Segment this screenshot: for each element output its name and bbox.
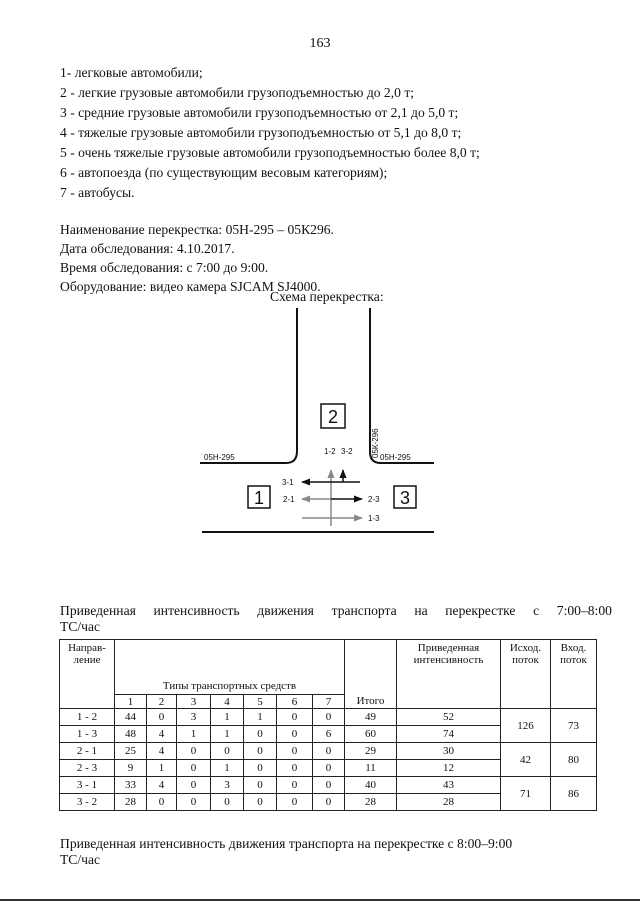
direction-cell: 3 - 2 bbox=[60, 794, 115, 811]
direction-cell: 1 - 2 bbox=[60, 709, 115, 726]
vehicle-count-cell: 33 bbox=[115, 777, 147, 794]
vehicle-count-cell: 0 bbox=[277, 726, 313, 743]
direction-cell: 3 - 1 bbox=[60, 777, 115, 794]
survey-equipment: Оборудование: видео камера SJCAM SJ4000. bbox=[60, 279, 321, 294]
survey-date: Дата обследования: 4.10.2017. bbox=[60, 241, 235, 256]
header-type-number: 5 bbox=[244, 695, 277, 709]
caption-word: 7:00–8:00 bbox=[556, 603, 612, 618]
header-type-number: 7 bbox=[313, 695, 345, 709]
caption-text: Приведенная интенсивность движения транспорта на перекрестке с 8:00–9:00 bbox=[60, 836, 513, 851]
vehicle-count-cell: 0 bbox=[313, 760, 345, 777]
reduced-intensity-cell: 43 bbox=[397, 777, 501, 794]
vehicle-count-cell: 6 bbox=[313, 726, 345, 743]
legend-item: 5 - очень тяжелые грузовые автомобили грузоподъемностью более 8,0 т; bbox=[60, 145, 480, 160]
survey-time: Время обследования: с 7:00 до 9:00. bbox=[60, 260, 269, 275]
outgoing-flow-cell: 42 bbox=[501, 743, 551, 777]
road-edge-left bbox=[200, 308, 297, 463]
vehicle-count-cell: 9 bbox=[115, 760, 147, 777]
caption-word: с bbox=[533, 603, 540, 618]
approach-number-2: 2 bbox=[327, 407, 339, 427]
total-cell: 28 bbox=[345, 794, 397, 811]
legend-item: 3 - средние грузовые автомобили грузоподъемностью от 2,1 до 5,0 т; bbox=[60, 105, 459, 120]
vehicle-count-cell: 0 bbox=[244, 777, 277, 794]
caption-word: транспорта bbox=[331, 603, 397, 618]
reduced-intensity-cell: 30 bbox=[397, 743, 501, 760]
direction-cell: 2 - 1 bbox=[60, 743, 115, 760]
header-type-number: 1 bbox=[115, 695, 147, 709]
direction-cell: 2 - 3 bbox=[60, 760, 115, 777]
vehicle-count-cell: 0 bbox=[177, 760, 211, 777]
vehicle-count-cell: 25 bbox=[115, 743, 147, 760]
movement-label-2-1: 2-1 bbox=[283, 495, 295, 504]
incoming-flow-cell: 86 bbox=[551, 777, 597, 811]
intensity-table-wrap bbox=[59, 639, 597, 811]
intensity-table bbox=[59, 639, 597, 811]
outgoing-flow-cell: 126 bbox=[501, 709, 551, 743]
movement-label-3-2: 3-2 bbox=[341, 447, 353, 456]
header-total: Итого bbox=[345, 640, 397, 709]
vehicle-count-cell: 3 bbox=[211, 777, 244, 794]
vehicle-type-legend bbox=[60, 63, 600, 203]
header-reduced-intensity: Приведенная интенсивность bbox=[397, 640, 501, 709]
vehicle-count-cell: 0 bbox=[313, 743, 345, 760]
outgoing-flow-cell: 71 bbox=[501, 777, 551, 811]
vehicle-count-cell: 0 bbox=[313, 709, 345, 726]
incoming-flow-cell: 80 bbox=[551, 743, 597, 777]
survey-info bbox=[60, 220, 600, 296]
vehicle-count-cell: 1 bbox=[211, 760, 244, 777]
vehicle-count-cell: 0 bbox=[313, 777, 345, 794]
total-cell: 49 bbox=[345, 709, 397, 726]
vehicle-count-cell: 3 bbox=[177, 709, 211, 726]
vehicle-count-cell: 0 bbox=[177, 777, 211, 794]
road-label-right: 05Н-295 bbox=[380, 453, 411, 462]
scheme-title: Схема перекрестка: bbox=[270, 289, 384, 304]
header-type-number: 6 bbox=[277, 695, 313, 709]
vehicle-count-cell: 0 bbox=[277, 777, 313, 794]
vehicle-count-cell: 0 bbox=[277, 743, 313, 760]
incoming-flow-cell: 73 bbox=[551, 709, 597, 743]
caption-unit: ТС/час bbox=[60, 619, 101, 634]
vehicle-count-cell: 4 bbox=[147, 726, 177, 743]
vehicle-count-cell: 0 bbox=[244, 743, 277, 760]
vehicle-count-cell: 0 bbox=[211, 794, 244, 811]
table-caption-2 bbox=[60, 836, 612, 868]
vehicle-count-cell: 28 bbox=[115, 794, 147, 811]
vehicle-count-cell: 0 bbox=[211, 743, 244, 760]
header-type-number: 4 bbox=[211, 695, 244, 709]
vehicle-count-cell: 0 bbox=[313, 794, 345, 811]
road-label-left: 05Н-295 bbox=[204, 453, 235, 462]
header-type-number: 3 bbox=[177, 695, 211, 709]
total-cell: 60 bbox=[345, 726, 397, 743]
table-caption-1 bbox=[60, 603, 612, 635]
reduced-intensity-cell: 74 bbox=[397, 726, 501, 743]
approach-number-3: 3 bbox=[399, 488, 411, 508]
header-outgoing-flow: Исход. поток bbox=[501, 640, 551, 709]
road-label-vertical: 05К-296 bbox=[371, 428, 380, 458]
vehicle-count-cell: 4 bbox=[147, 743, 177, 760]
vehicle-count-cell: 48 bbox=[115, 726, 147, 743]
header-direction: Направ-ление bbox=[60, 640, 115, 709]
reduced-intensity-cell: 28 bbox=[397, 794, 501, 811]
vehicle-count-cell: 1 bbox=[244, 709, 277, 726]
table-body bbox=[60, 709, 597, 811]
caption-text bbox=[60, 603, 612, 619]
caption-unit: ТС/час bbox=[60, 852, 101, 867]
legend-item: 7 - автобусы. bbox=[60, 185, 135, 200]
reduced-intensity-cell: 52 bbox=[397, 709, 501, 726]
legend-item: 2 - легкие грузовые автомобили грузоподъемностью до 2,0 т; bbox=[60, 85, 415, 100]
caption-word: перекрестке bbox=[445, 603, 516, 618]
intersection-diagram bbox=[190, 300, 450, 545]
approach-number-1: 1 bbox=[253, 488, 265, 508]
movement-label-1-3: 1-3 bbox=[368, 514, 380, 523]
header-vehicle-types: Типы транспортных средств bbox=[115, 640, 345, 695]
legend-item: 1- легковые автомобили; bbox=[60, 65, 203, 80]
intersection-name: Наименование перекрестка: 05Н-295 – 05К296. bbox=[60, 222, 334, 237]
movement-label-3-1: 3-1 bbox=[282, 478, 294, 487]
caption-word: Приведенная bbox=[60, 603, 136, 618]
vehicle-count-cell: 0 bbox=[244, 726, 277, 743]
table-row bbox=[60, 709, 597, 726]
vehicle-count-cell: 0 bbox=[244, 794, 277, 811]
caption-word: на bbox=[414, 603, 428, 618]
caption-word: движения bbox=[257, 603, 314, 618]
vehicle-count-cell: 0 bbox=[277, 794, 313, 811]
vehicle-count-cell: 1 bbox=[211, 726, 244, 743]
movement-label-1-2: 1-2 bbox=[324, 447, 336, 456]
vehicle-count-cell: 1 bbox=[177, 726, 211, 743]
vehicle-count-cell: 0 bbox=[277, 709, 313, 726]
vehicle-count-cell: 1 bbox=[147, 760, 177, 777]
page-number: 163 bbox=[309, 36, 331, 51]
table-row bbox=[60, 743, 597, 760]
reduced-intensity-cell: 12 bbox=[397, 760, 501, 777]
total-cell: 11 bbox=[345, 760, 397, 777]
vehicle-count-cell: 0 bbox=[244, 760, 277, 777]
header-type-number: 2 bbox=[147, 695, 177, 709]
vehicle-count-cell: 0 bbox=[177, 794, 211, 811]
page-bottom-rule bbox=[0, 899, 640, 901]
table-row bbox=[60, 777, 597, 794]
legend-item: 4 - тяжелые грузовые автомобили грузоподъемностью от 5,1 до 8,0 т; bbox=[60, 125, 462, 140]
vehicle-count-cell: 0 bbox=[277, 760, 313, 777]
total-cell: 29 bbox=[345, 743, 397, 760]
vehicle-count-cell: 0 bbox=[147, 794, 177, 811]
caption-word: интенсивность bbox=[153, 603, 240, 618]
vehicle-count-cell: 4 bbox=[147, 777, 177, 794]
movement-label-2-3: 2-3 bbox=[368, 495, 380, 504]
vehicle-count-cell: 0 bbox=[147, 709, 177, 726]
vehicle-count-cell: 0 bbox=[177, 743, 211, 760]
vehicle-count-cell: 1 bbox=[211, 709, 244, 726]
vehicle-count-cell: 44 bbox=[115, 709, 147, 726]
header-incoming-flow: Вход. поток bbox=[551, 640, 597, 709]
legend-item: 6 - автопоезда (по существующим весовым категориям); bbox=[60, 165, 388, 180]
total-cell: 40 bbox=[345, 777, 397, 794]
direction-cell: 1 - 3 bbox=[60, 726, 115, 743]
